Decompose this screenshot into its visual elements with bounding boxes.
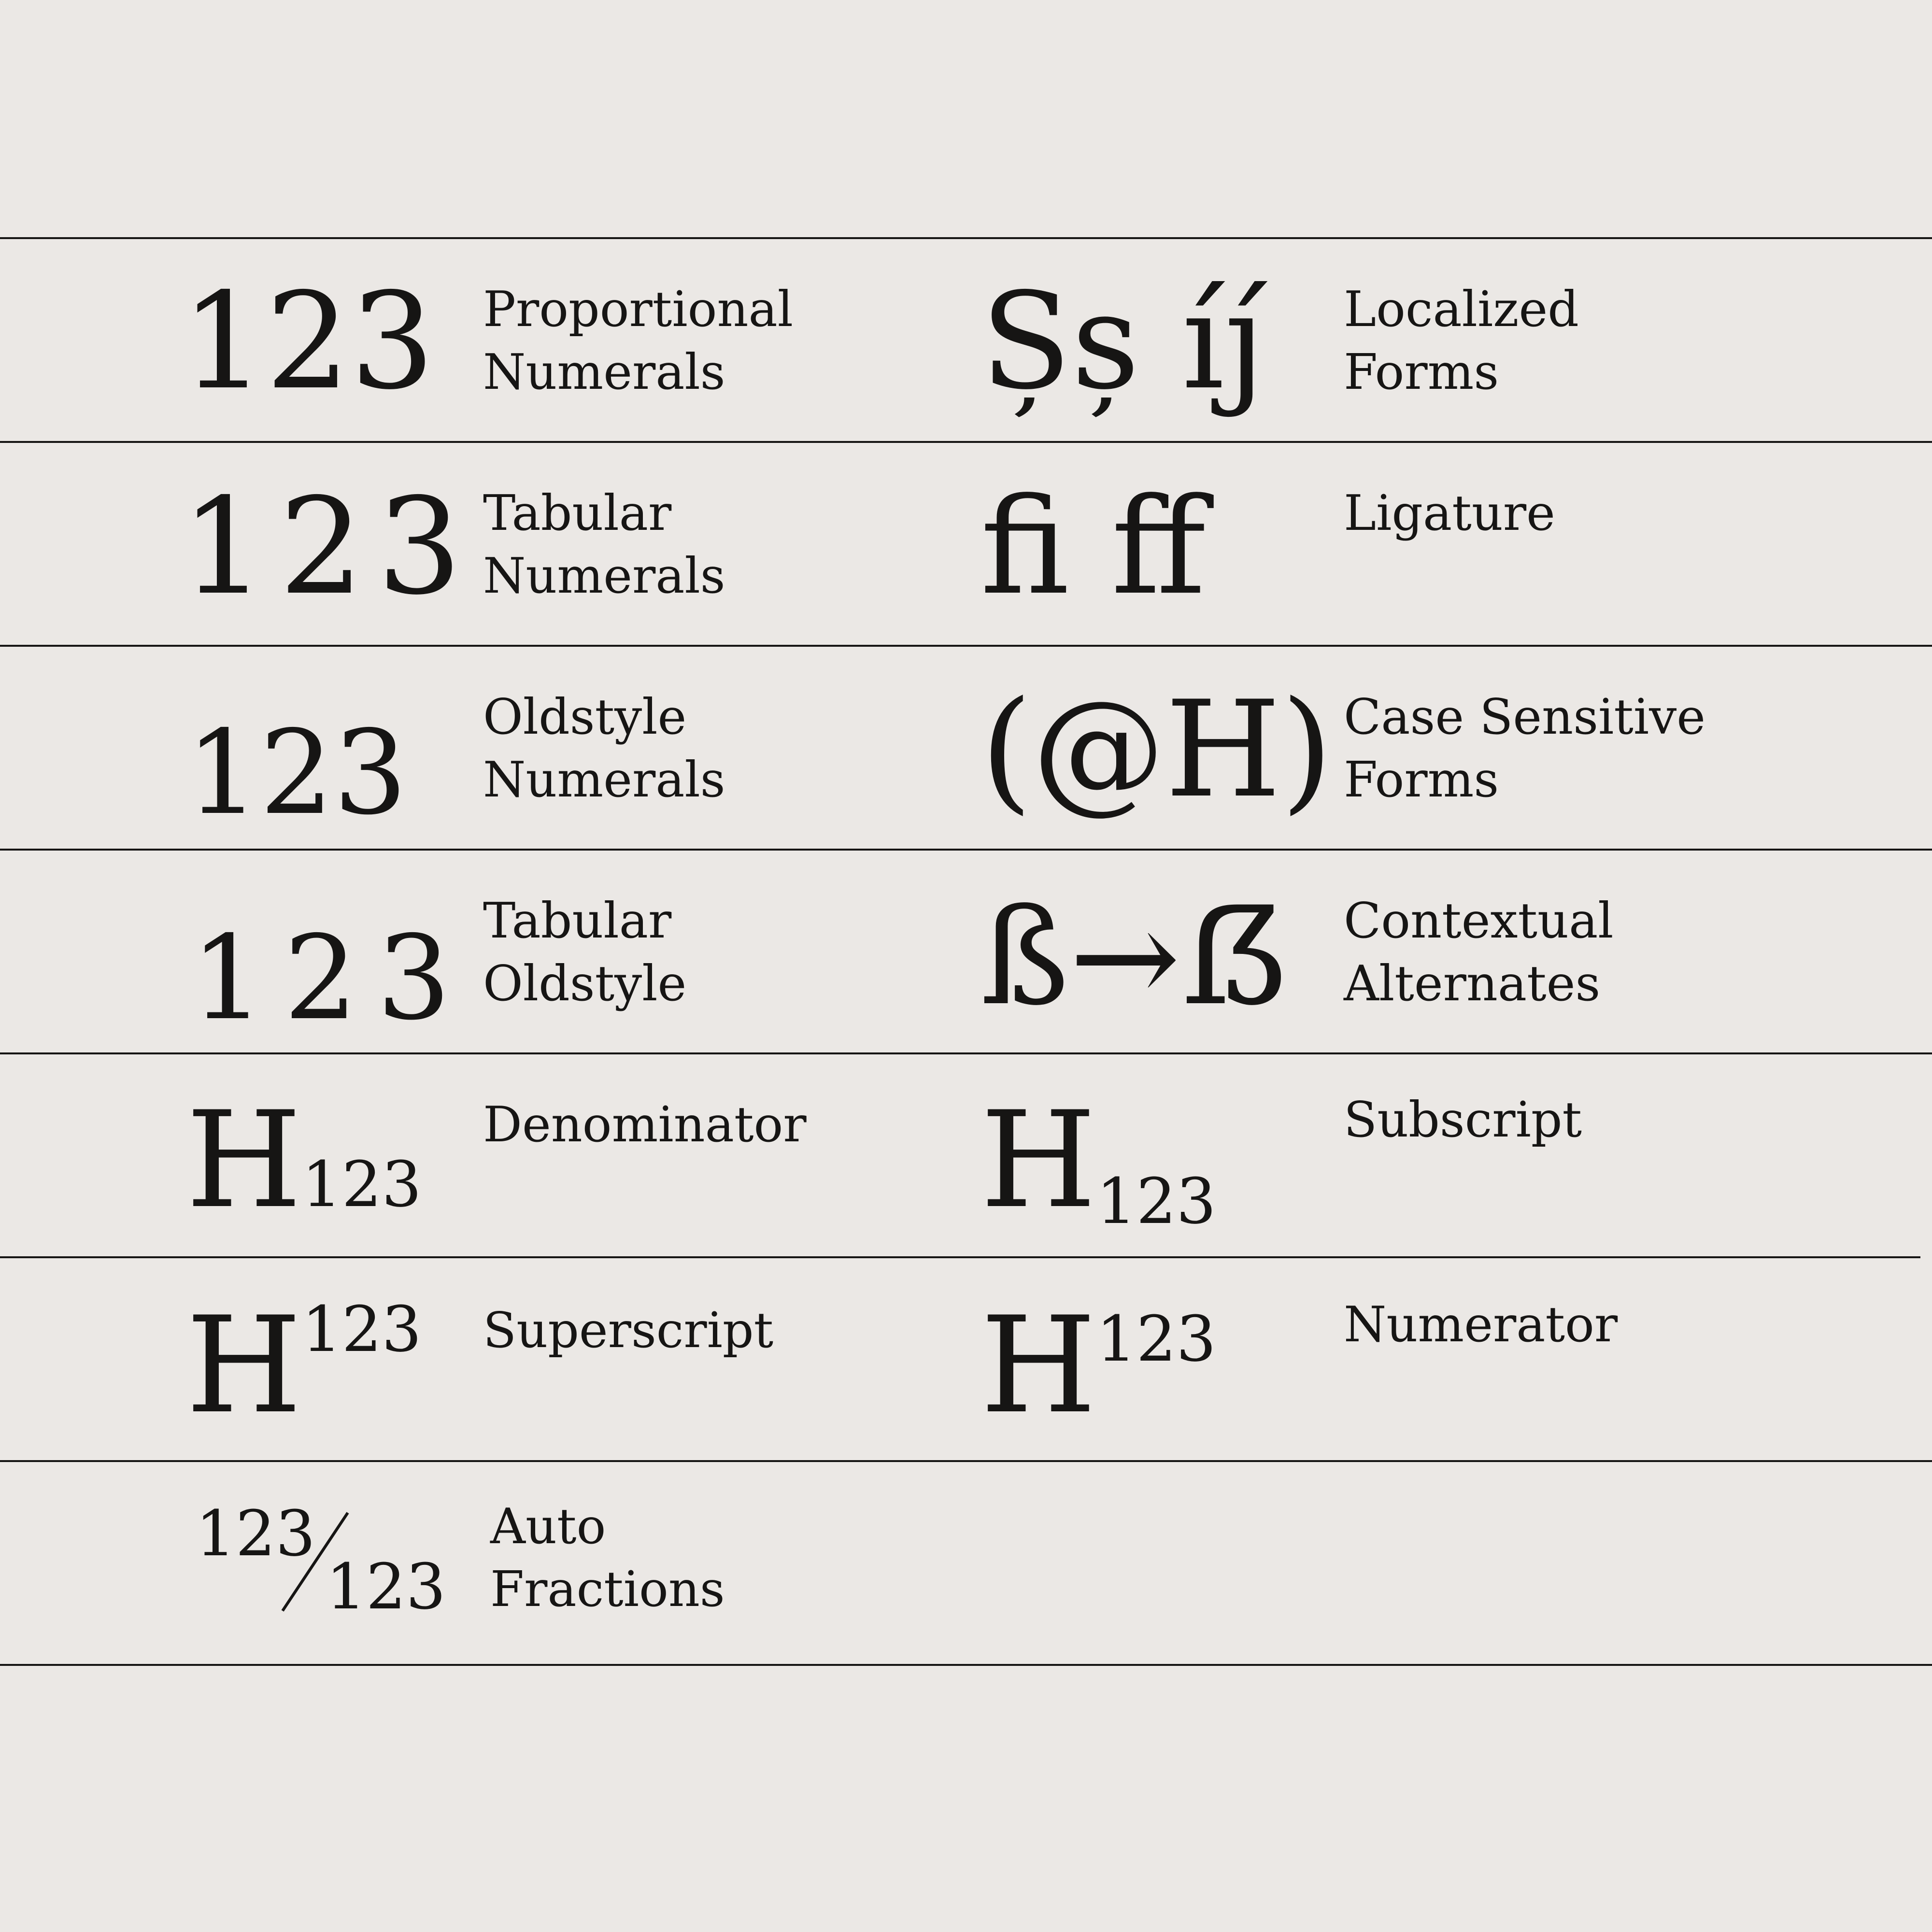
label-line: Subscript: [1344, 1091, 1582, 1148]
label-line: Numerator: [1344, 1296, 1618, 1353]
case-sensitive-forms-label: [1344, 685, 1705, 811]
row-divider: [0, 1052, 1932, 1054]
label-line: Alternates: [1344, 955, 1601, 1012]
oldstyle-numerals-sample: 123: [186, 705, 408, 840]
proportional-numerals-label: [483, 278, 793, 403]
label-line: Numerals: [483, 547, 725, 604]
label-line: Tabular: [483, 892, 672, 949]
row-divider: [0, 237, 1932, 239]
oldstyle-numerals-label: [483, 685, 725, 811]
label-line: Numerals: [483, 751, 725, 808]
row-divider: [0, 849, 1932, 851]
ligature-sample: ﬁ ﬀ: [980, 469, 1206, 624]
label-line: Denominator: [483, 1096, 807, 1153]
label-line: Ligature: [1344, 484, 1555, 541]
label-line: Case Sensitive: [1344, 688, 1706, 745]
subscript-digits: 123: [1096, 1165, 1216, 1238]
label-line: Auto: [490, 1498, 606, 1555]
tabular-oldstyle-label: [483, 889, 686, 1015]
label-line: Forms: [1344, 751, 1499, 808]
tabular-oldstyle-sample: 123: [191, 910, 470, 1046]
label-line: Forms: [1344, 343, 1499, 400]
tabular-numerals-label: [483, 482, 725, 607]
row-divider: [0, 441, 1932, 443]
numerator-sample: [980, 1288, 1216, 1443]
label-line: Numerals: [483, 343, 725, 400]
label-line: Contextual: [1344, 892, 1614, 949]
denominator-label: [483, 1093, 807, 1156]
case-sensitive-forms-sample: (@H): [980, 672, 1333, 827]
label-line: Proportional: [483, 281, 794, 338]
subscript-label: [1344, 1088, 1582, 1151]
fraction-numerator: 123: [196, 1497, 316, 1570]
fraction-denominator: 123: [326, 1550, 446, 1623]
superscript-digits: 123: [301, 1293, 422, 1366]
label-line: Localized: [1344, 281, 1579, 338]
superscript-sample: [186, 1288, 422, 1443]
numerator-label: [1344, 1293, 1618, 1356]
label-line: Fractions: [490, 1561, 725, 1618]
localized-forms-sample: Șș íj́: [980, 264, 1266, 419]
contextual-alternates-sample: ß→ẞ: [980, 880, 1291, 1035]
auto-fraction-sample: [196, 1497, 446, 1623]
numerator-digits: 123: [1096, 1302, 1216, 1376]
auto-fractions-label: [490, 1495, 725, 1620]
row-divider: [0, 1256, 1920, 1258]
row-divider: [0, 645, 1932, 647]
label-line: Oldstyle: [483, 955, 687, 1012]
localized-forms-label: [1344, 278, 1579, 403]
proportional-numerals-sample: 123: [181, 264, 435, 419]
tabular-numerals-sample: 123: [181, 469, 475, 624]
superscript-label: [483, 1299, 773, 1362]
denominator-digits: 123: [301, 1148, 422, 1221]
row-divider: [0, 1664, 1932, 1666]
sample-base-letter: H: [980, 1288, 1096, 1443]
label-line: Tabular: [483, 484, 672, 541]
sample-base-letter: H: [186, 1083, 302, 1237]
subscript-sample: [980, 1083, 1216, 1238]
ligature-label: [1344, 482, 1555, 544]
sample-base-letter: H: [980, 1083, 1096, 1237]
denominator-sample: [186, 1083, 422, 1237]
label-line: Superscript: [483, 1302, 774, 1359]
contextual-alternates-label: [1344, 889, 1614, 1015]
sample-base-letter: H: [186, 1288, 302, 1443]
row-divider: [0, 1460, 1932, 1462]
label-line: Oldstyle: [483, 688, 687, 745]
